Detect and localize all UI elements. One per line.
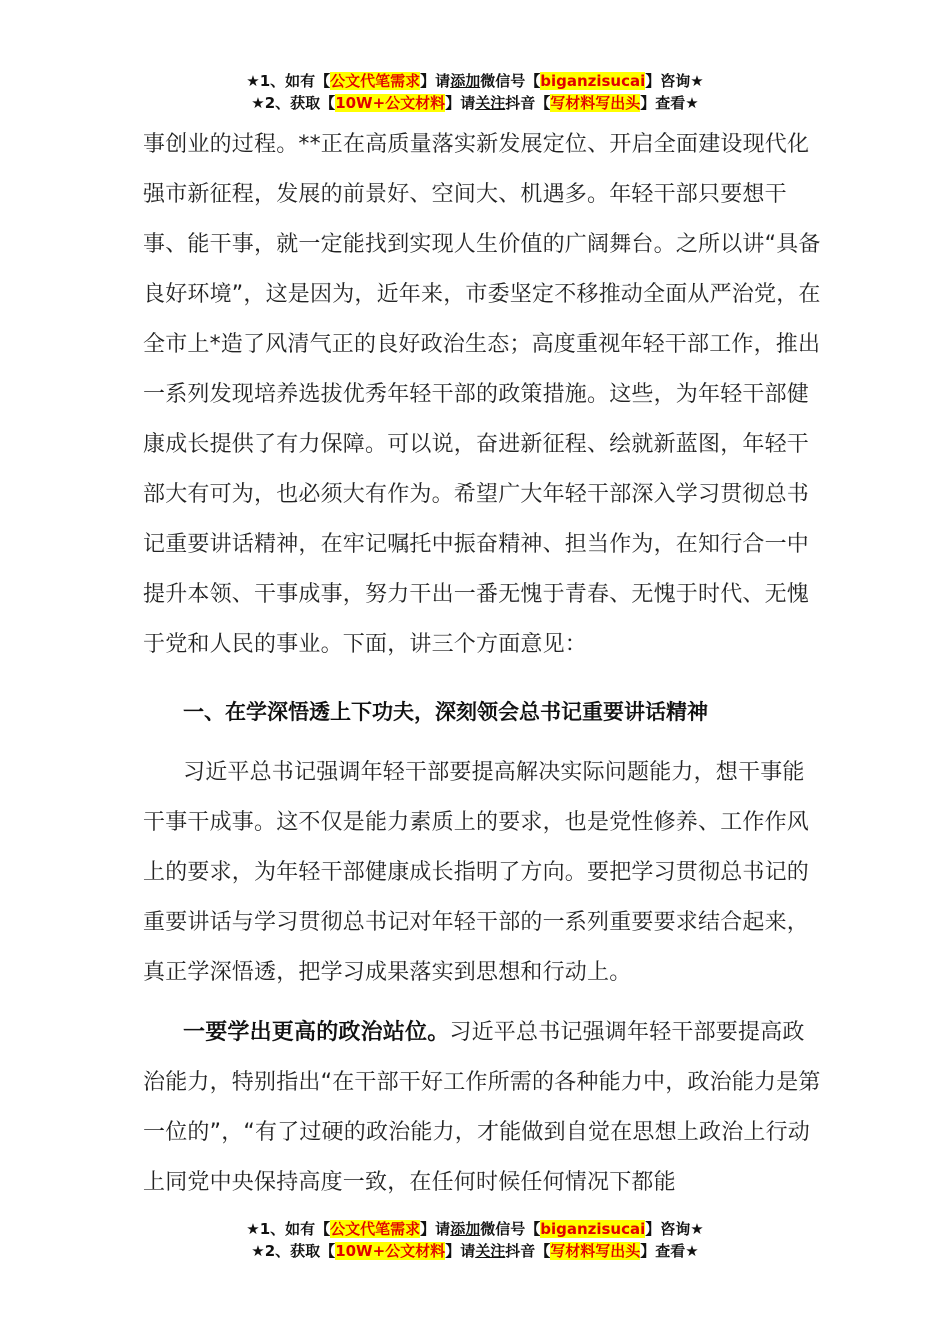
body-paragraph: 习近平总书记强调年轻干部要提高解决实际问题能力，想干事能干事干成事。这不仅是能力素质上的要求，也是党性修养、工作作风上的要求，为年轻干部健康成长指明了方向。要把学习贯彻总书记的重要讲话与学习贯彻总书记对年轻干部的一系列重要要求结合起来，真正学深悟透，把学习成果落实到思想和行动上。 bbox=[143, 760, 810, 985]
section-heading: 一、在学深悟透上下功夫，深刻领会总书记重要讲话精神 bbox=[183, 700, 708, 724]
highlight-wechat-id: biganzisucai bbox=[540, 1220, 646, 1238]
highlight-materials: 10W+公文材料 bbox=[335, 94, 446, 112]
promo-line-1: ★1、如有【公文代笔需求】请添加微信号【biganzisucai】咨询★ bbox=[246, 72, 704, 90]
highlight-douyin-account: 写材料写出头 bbox=[550, 1242, 641, 1260]
document-body bbox=[143, 120, 823, 1208]
highlight-service: 公文代笔需求 bbox=[330, 72, 421, 90]
paragraph-lead: 一要学出更高的政治站位。 bbox=[183, 1020, 450, 1045]
highlight-materials: 10W+公文材料 bbox=[335, 1242, 446, 1260]
promo-line-2: ★2、获取【10W+公文材料】请关注抖音【写材料写出头】查看★ bbox=[251, 1242, 699, 1260]
highlight-wechat-id: biganzisucai bbox=[540, 72, 646, 90]
body-paragraph bbox=[143, 1008, 823, 1208]
paragraph-text: 习近平总书记强调年轻干部要提高政治能力，特别指出“在干部干好工作所需的各种能力中，政治能力是第一位的”，“有了过硬的政治能力，才能做到自觉在思想上政治上行动上同党中央保持高度一致，在任何时候任何情况下都能 bbox=[143, 1020, 821, 1195]
promo-line-2: ★2、获取【10W+公文材料】请关注抖音【写材料写出头】查看★ bbox=[251, 94, 699, 112]
top-promo-banner bbox=[0, 70, 950, 114]
body-paragraph: 事创业的过程。**正在高质量落实新发展定位、开启全面建设现代化强市新征程，发展的前景好、空间大、机遇多。年轻干部只要想干事、能干事，就一定能找到实现人生价值的广阔舞台。之所以讲“具备良好环境”，这是因为，近年来，市委坚定不移推动全面从严治党，在全市上*造了风清气正的良好政治生态；高度重视年轻干部工作，推出一系列发现培养选拔优秀年轻干部的政策措施。这些，为年轻干部健康成长提供了有力保障。可以说，奋进新征程、绘就新蓝图，年轻干部大有可为，也必须大有作为。希望广大年轻干部深入学习贯彻总书记重要讲话精神，在牢记嘱托中振奋精神、担当作为，在知行合一中提升本领、干事成事，努力干出一番无愧于青春、无愧于时代、无愧于党和人民的事业。下面，讲三个方面意见： bbox=[143, 132, 821, 657]
highlight-douyin-account: 写材料写出头 bbox=[550, 94, 641, 112]
promo-line-1: ★1、如有【公文代笔需求】请添加微信号【biganzisucai】咨询★ bbox=[246, 1220, 704, 1238]
bottom-promo-banner bbox=[0, 1218, 950, 1262]
paragraph-gap bbox=[143, 998, 823, 1008]
highlight-service: 公文代笔需求 bbox=[330, 1220, 421, 1238]
